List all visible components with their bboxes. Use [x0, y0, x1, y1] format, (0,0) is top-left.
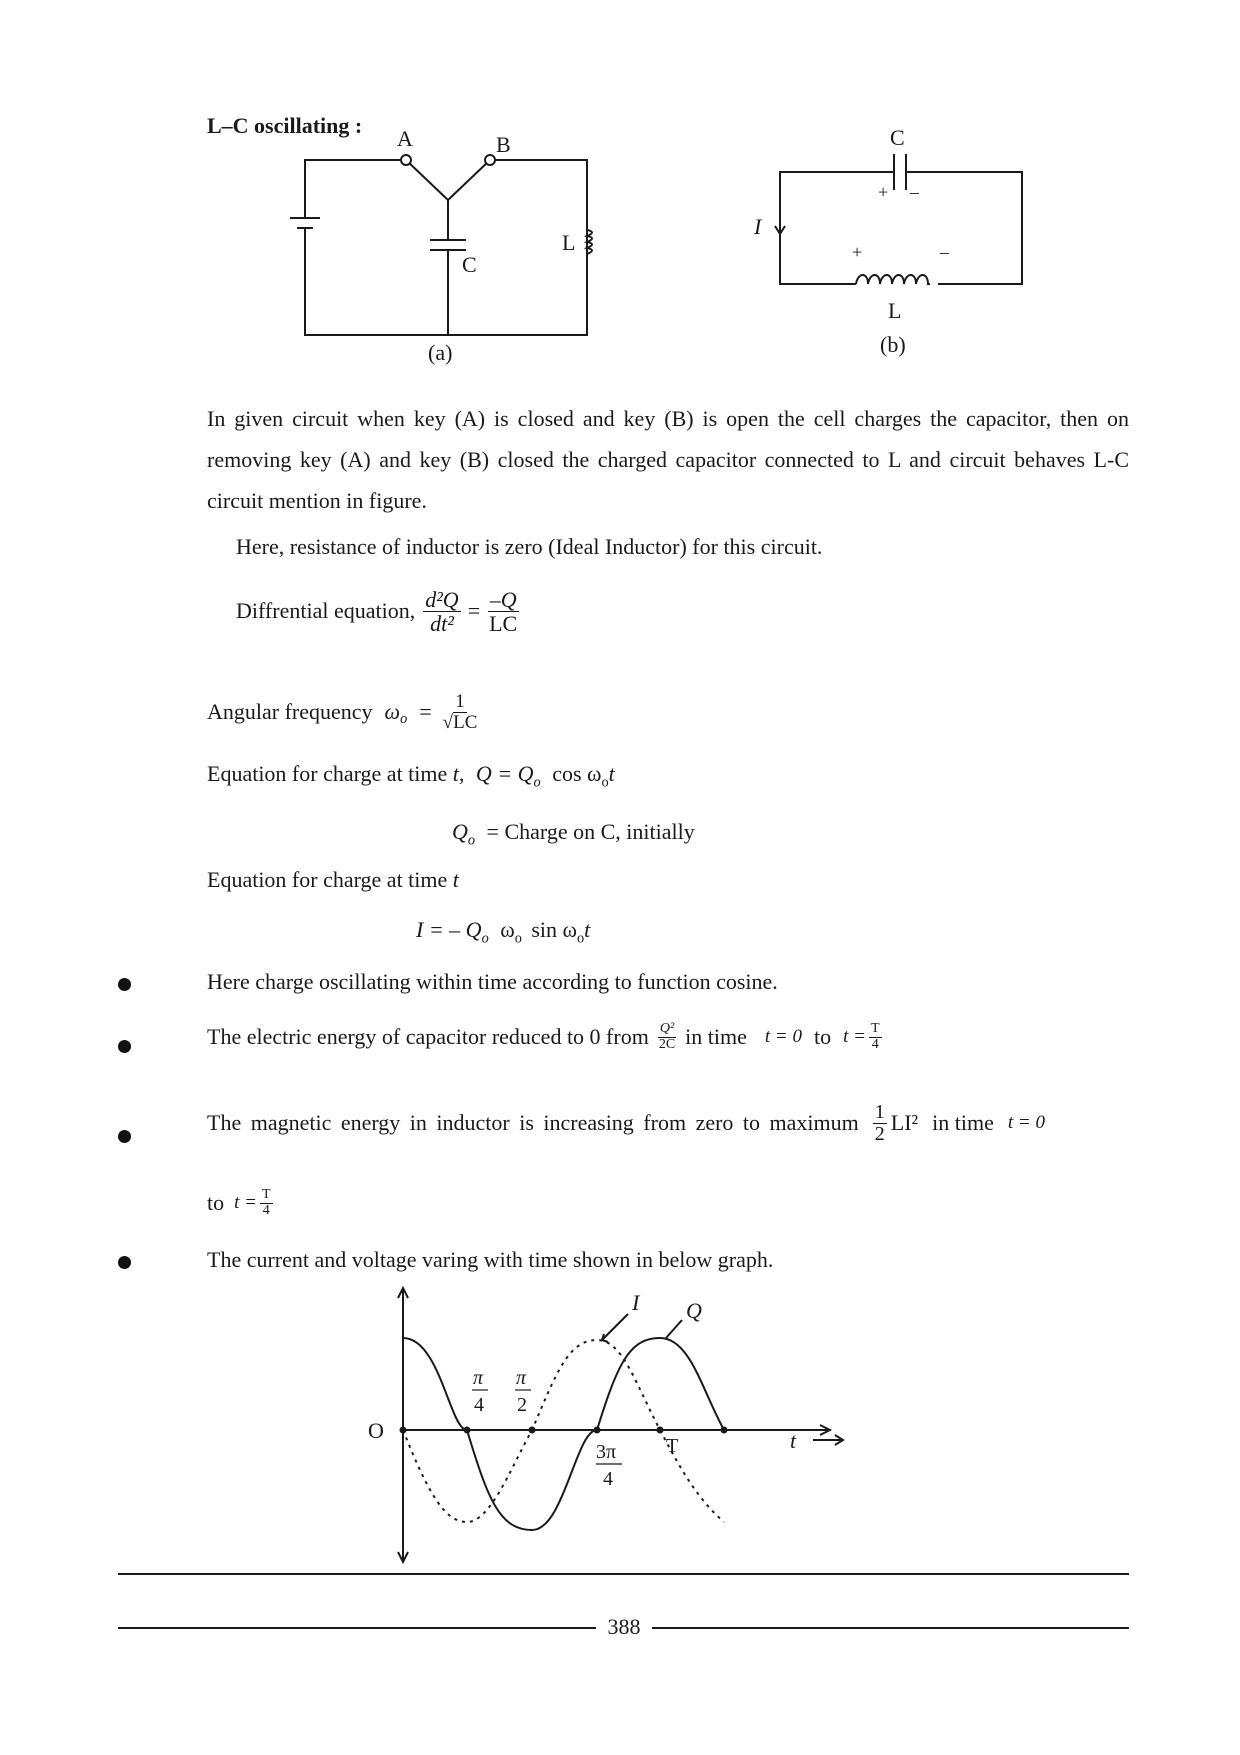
charge-eq-label: Equation for charge at time [207, 761, 448, 786]
energy-fraction: $\frac{\text{Q²}}{2C}$ [658, 1021, 676, 1052]
circuit-diagram-a [280, 120, 610, 370]
bullet-dot-3 [118, 1130, 131, 1143]
current-equation: I = – $Q_o$ $\omega_o$ $\sin \omega_ot$ [416, 917, 591, 947]
fig-a-label-b: B [496, 132, 511, 157]
fig-a-label-c: C [462, 252, 477, 277]
q-curve [403, 1338, 724, 1530]
bullet-text-3: The magnetic energy in inductor is increasing from zero to maximum $\frac{1}{2}$ LI² in time t = 0 [207, 1101, 1045, 1145]
differential-equation [236, 588, 522, 635]
inductor-resistance-note: Here, resistance of inductor is zero (Ideal Inductor) for this circuit. [236, 534, 823, 559]
current-eq-label: Equation for charge at time t [207, 867, 459, 892]
bullet-text-4: The current and voltage varing with time shown in below graph. [207, 1247, 774, 1272]
diff-eq-label: Diffrential equation, [236, 598, 416, 624]
angular-fraction: $\frac{1}{√LC}$ [442, 691, 478, 733]
diff-eq-equals: = [467, 598, 481, 624]
footer-rule-right [652, 1627, 1129, 1629]
circuit-diagram-b [740, 118, 1040, 368]
diff-eq-lhs: $\frac{\text{d²Q}}{\text{dt²}}$ [425, 587, 459, 637]
current-charge-graph [360, 1280, 860, 1570]
fig-b-label-c: C [890, 125, 905, 150]
page-number: 388 [607, 1614, 641, 1639]
graph-i-label: I [632, 1290, 640, 1315]
q0-definition: $Q_o$ = Charge on C, initially [452, 819, 695, 849]
bullet-text-1: Here charge oscillating within time according to function cosine. [207, 969, 778, 994]
angular-label: Angular frequency [207, 699, 373, 725]
graph-t-axis-label: t [790, 1428, 797, 1453]
fig-b-cap-minus: – [910, 182, 919, 202]
i-pointer [602, 1314, 628, 1340]
fig-a-caption: (a) [428, 340, 453, 365]
diff-eq-rhs: $\frac{-Q}{LC}$ [489, 587, 518, 637]
intro-paragraph: In given circuit when key (A) is closed and key (B) is open the cell charges the capacitor, then on removing key (A) and key (B) closed the charged capacitor connected to L and circuit behaves L-C circuit mention in figure. [207, 406, 1129, 513]
fig-a-label-l: L [562, 230, 576, 255]
fig-b-label-i: I [754, 214, 762, 239]
q-pointer [666, 1320, 682, 1338]
omega-symbol: ω [384, 699, 401, 725]
fig-b-ind-minus: – [940, 242, 949, 262]
section-title: L–C oscillating : [207, 113, 363, 138]
omega-sub: o [400, 711, 408, 728]
graph-pi2-den: 2 [517, 1394, 527, 1416]
key-a-terminal [401, 155, 411, 165]
key-b-terminal [485, 155, 495, 165]
fig-b-ind-plus: + [852, 242, 863, 262]
graph-origin-label: O [368, 1418, 384, 1443]
fig-a-label-a: A [397, 126, 413, 151]
fig-b-label-l: L [888, 298, 902, 323]
angular-frequency [207, 692, 482, 733]
bullet-dot-4 [118, 1256, 131, 1269]
graph-pi4-num: π [473, 1367, 484, 1389]
bullet-dot-2 [118, 1040, 131, 1053]
graph-3pi4-den: 4 [603, 1468, 613, 1490]
graph-3pi4-num: 3π [596, 1441, 617, 1463]
fig-b-caption: (b) [880, 332, 906, 357]
graph-t-mark: T [666, 1435, 679, 1457]
graph-pi2-num: π [516, 1367, 527, 1389]
charge-equation: Equation for charge at time t, $Q = Q_o$ $\cos \omega_ot$ [207, 761, 615, 791]
graph-q-label: Q [686, 1298, 702, 1323]
footer-rule-top [118, 1573, 1129, 1575]
fig-b-cap-plus: + [878, 182, 889, 202]
graph-pi4-den: 4 [474, 1394, 484, 1416]
half-fraction: $\frac{1}{2}$ [874, 1101, 885, 1145]
bullet-text-3-cont: to t = $\frac{T}{4}$ [207, 1187, 271, 1218]
angular-equals: = [419, 699, 432, 725]
bullet-dot-1 [118, 978, 131, 991]
bullet-text-2: The electric energy of capacitor reduced to 0 from $\frac{\text{Q²}}{2C}$ in time t = 0 to t = $\frac{T}{4}$ [207, 1021, 880, 1052]
footer-rule-left [118, 1627, 596, 1629]
